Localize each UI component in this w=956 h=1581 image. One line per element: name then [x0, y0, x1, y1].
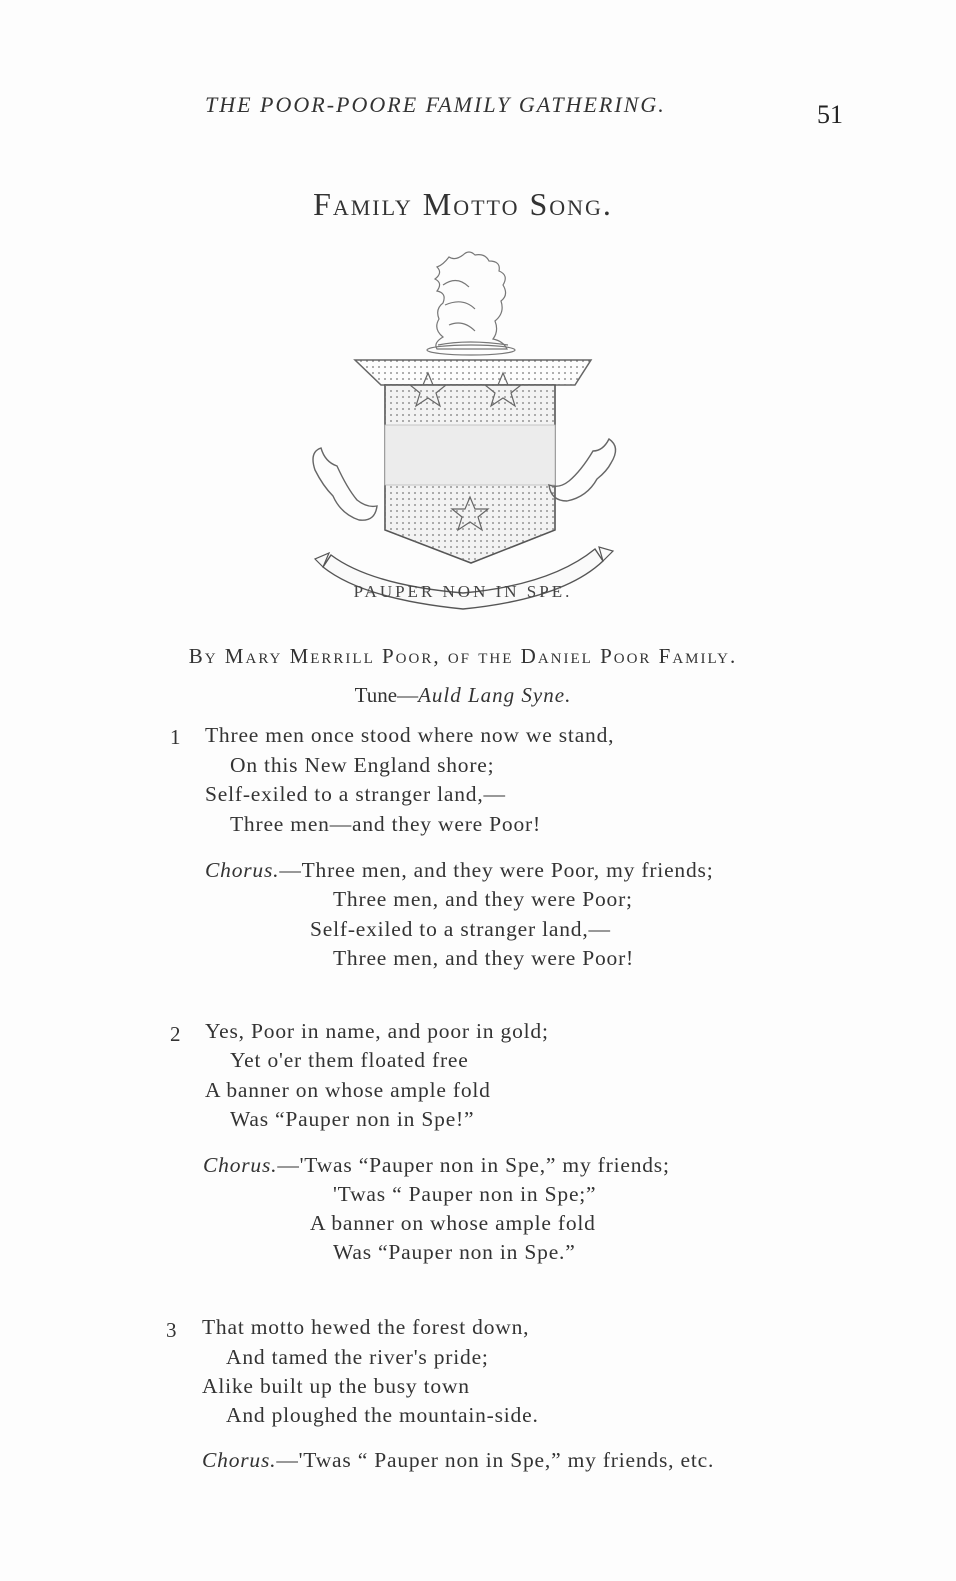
- verse-line: Yes, Poor in name, and poor in gold;: [205, 1019, 549, 1043]
- verse-line: A banner on whose ample fold: [205, 1078, 491, 1102]
- chorus-line: 'Twas “ Pauper non in Spe;”: [333, 1182, 597, 1206]
- chorus-label: Chorus.: [203, 1153, 278, 1177]
- verse-line: On this New England shore;: [230, 753, 495, 777]
- chorus-line: Chorus.—'Twas “Pauper non in Spe,” my friends;: [203, 1153, 670, 1177]
- byline: By Mary Merrill Poor, of the Daniel Poor Family.: [188, 644, 738, 668]
- verse-number: 3: [166, 1318, 177, 1342]
- chorus-line: Three men, and they were Poor!: [333, 946, 635, 970]
- tune-name: Auld Lang Syne.: [418, 683, 572, 707]
- chorus-line: Self-exiled to a stranger land,—: [310, 917, 611, 941]
- verse-number: 1: [170, 725, 181, 749]
- chorus-label: Chorus.: [205, 858, 280, 882]
- verse-line: And tamed the river's pride;: [226, 1345, 489, 1369]
- page-title: Family Motto Song.: [313, 186, 613, 222]
- tune-line: [0, 683, 926, 708]
- verse-line: Three men—and they were Poor!: [230, 812, 541, 836]
- shield-chief-icon: [355, 360, 591, 385]
- verse-line: Was “Pauper non in Spe!”: [230, 1107, 475, 1131]
- chorus-line: Chorus.—Three men, and they were Poor, my friends;: [205, 858, 714, 882]
- verse-line: Alike built up the busy town: [202, 1374, 470, 1398]
- coat-of-arms-crest: [293, 245, 633, 620]
- chorus-label: Chorus.: [202, 1448, 277, 1472]
- coat-of-arms-illustration: [293, 245, 633, 620]
- chorus-line: A banner on whose ample fold: [310, 1211, 596, 1235]
- running-title: THE POOR-POORE FAMILY GATHERING.: [205, 92, 666, 117]
- verse-line: Self-exiled to a stranger land,—: [205, 782, 506, 806]
- chorus-line: Was “Pauper non in Spe.”: [333, 1240, 576, 1264]
- verse-line: Yet o'er them floated free: [230, 1048, 469, 1072]
- chorus-line: Three men, and they were Poor;: [333, 887, 633, 911]
- tune-label: Tune—: [354, 683, 419, 707]
- motto-ribbon-text: PAUPER NON IN SPE.: [353, 582, 573, 601]
- chorus-line: Chorus.—'Twas “ Pauper non in Spe,” my friends, etc.: [202, 1448, 715, 1472]
- verse-line: That motto hewed the forest down,: [202, 1315, 530, 1339]
- verse-number: 2: [170, 1022, 181, 1046]
- verse-line: Three men once stood where now we stand,: [205, 723, 615, 747]
- page-number: 51: [817, 100, 843, 129]
- lion-crest-icon: [427, 252, 515, 355]
- verse-line: And ploughed the mountain-side.: [226, 1403, 539, 1427]
